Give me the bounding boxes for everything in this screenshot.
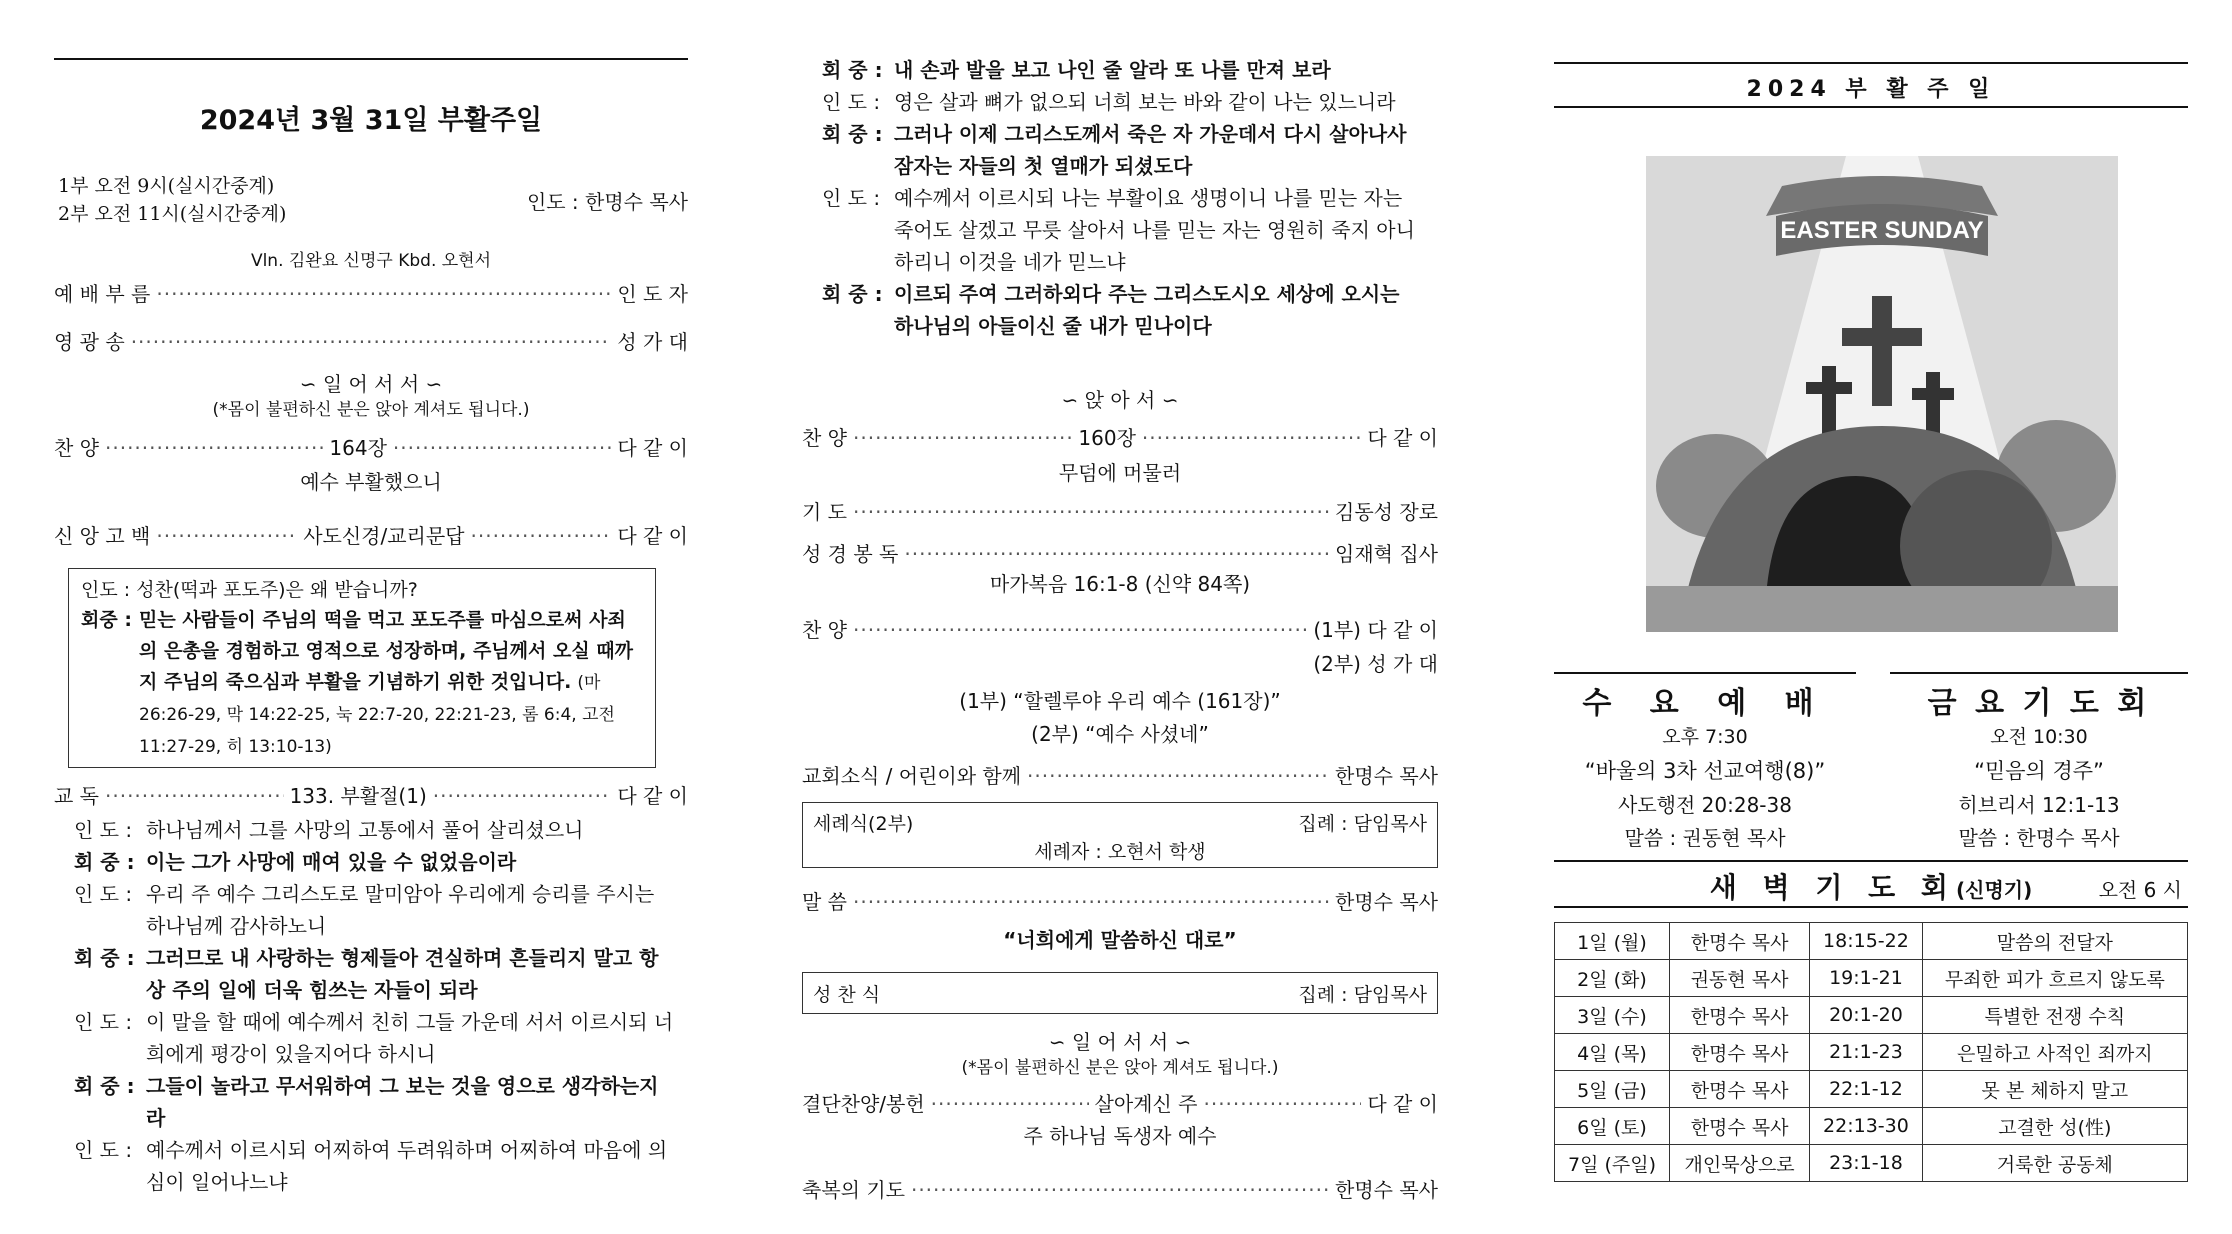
service-2: 2부 오전 11시(실시간중계)	[58, 203, 287, 225]
service-times	[58, 172, 286, 228]
wednesday-speaker: 말씀 : 권동현 목사	[1624, 826, 1786, 850]
response-line: 인 도 : 영은 살과 뼈가 없으되 너희 보는 바와 같이 나는 있느니라	[822, 90, 1396, 114]
right-title: 2024 부 활 주 일	[1746, 77, 1996, 102]
response-line: 인 도 : 이 말을 할 때에 예수께서 친히 그들 가운데 서서 이르시되 너희에게 평강이 있을지어다 하시니	[74, 1010, 674, 1066]
easter-illustration	[1646, 156, 2118, 632]
order-scripture: 성 경 봉 독 ····· 임재혁 집사	[802, 538, 1438, 567]
response-line: 회 중 : 이는 그가 사망에 매여 있을 수 없었음이라	[74, 850, 517, 874]
order-gloria: 영 광 송 ····· 성 가 대	[54, 326, 688, 355]
order-responsive-reading: 교 독 ····· 133. 부활절(1) ····· 다 같 이	[54, 780, 688, 809]
wednesday-heading: 수 요 예 배	[1554, 672, 1856, 722]
friday-heading: 금 요 기 도 회	[1890, 672, 2188, 722]
table-row: 4일 (목) 한명수 목사 21:1-23 은밀하고 사적인 죄까지	[1555, 1034, 2188, 1071]
order-call-to-worship: 예 배 부 름 ····· 인 도 자	[54, 278, 688, 307]
friday-prayer	[1890, 672, 2188, 851]
anthem-2-title: (2부) “예수 사셨네”	[1031, 722, 1209, 746]
middle-responses	[822, 54, 1422, 342]
dawn-title: 새 벽 기 도 회	[1709, 871, 1956, 904]
baptism-box	[802, 802, 1438, 868]
communion-officiant: 집례 : 담임목사	[1298, 984, 1427, 1006]
order-hymn: 찬 양 ····· 164장 ····· 다 같 이	[54, 432, 688, 461]
wednesday-reference: 사도행전 20:28-38	[1618, 793, 1792, 817]
sit-notice: ∽ 앉 아 서 ∽	[1061, 388, 1179, 412]
dawn-schedule-table	[1554, 922, 2188, 1182]
response-line: 회 중 : 내 손과 발을 보고 나인 줄 알라 또 나를 만져 보라	[822, 58, 1331, 82]
wednesday-service	[1554, 672, 1856, 851]
stand-notice-2: ∽ 일 어 서 서 ∽	[1048, 1030, 1192, 1054]
wednesday-time: 오후 7:30	[1662, 726, 1748, 748]
hymn-2-title: 무덤에 머물러	[1058, 461, 1182, 485]
wednesday-sermon-title: “바울의 3차 선교여행(8)”	[1584, 759, 1826, 783]
hymn-title: 예수 부활했으니	[300, 470, 442, 494]
page-title: 2024년 3월 31일 부활주일	[199, 105, 543, 136]
order-benediction: 축복의 기도 ····· 한명수 목사	[802, 1174, 1438, 1203]
anthem-1-title: (1부) “할렐루야 우리 예수 (161장)”	[959, 689, 1281, 713]
friday-time: 오전 10:30	[1990, 726, 2088, 748]
order-anthem: 찬 양 ····· (1부) 다 같 이	[802, 614, 1438, 643]
sermon-title: “너희에게 말씀하신 대로”	[1003, 928, 1237, 952]
order-offering: 결단찬양/봉헌 ····· 살아계신 주 ····· 다 같 이	[802, 1088, 1438, 1117]
table-row: 7일 (주일) 개인묵상으로 23:1-18 거룩한 공동체	[1555, 1145, 2188, 1182]
friday-sermon-title: “믿음의 경주”	[1974, 759, 2104, 783]
left-column	[54, 0, 688, 1234]
response-line: 인 도 : 하나님께서 그를 사망의 고통에서 풀어 살리셨으니	[74, 818, 584, 842]
baptism-person: 세례자 : 오현서 학생	[1034, 841, 1206, 863]
right-column	[1554, 0, 2188, 1234]
friday-speaker: 말씀 : 한명수 목사	[1958, 826, 2120, 850]
stand-note-2: (*몸이 불편하신 분은 앉아 계셔도 됩니다.)	[961, 1058, 1279, 1078]
baptism-officiant: 집례 : 담임목사	[1298, 813, 1427, 835]
catechism-question: 인도 : 성찬(떡과 포도주)은 왜 받습니까?	[81, 579, 418, 601]
catechism-answer: 회중 : 믿는 사람들이 주님의 떡을 먹고 포도주를 마심으로써 사죄의 은총을 경험하고 영적으로 성장하며, 주님께서 오실 때까지 주님의 죽으심과 부활을 기념하기 위한 것입니다. (마 26:26-29, 막 14:22-25, 눅 22:7-20, 22:21-23, 롬 6:4, 고전 11:27-29, 히 13:10-13)	[81, 609, 634, 757]
stand-notice: ∽ 일 어 서 서 ∽	[299, 372, 443, 396]
response-line: 회 중 : 그러므로 내 사랑하는 형제들아 견실하며 흔들리지 말고 항상 주의 일에 더욱 힘쓰는 자들이 되라	[74, 946, 659, 1002]
communion-box	[802, 972, 1438, 1014]
response-line: 인 도 : 예수께서 이르시되 어찌하여 두려워하며 어찌하여 마음에 의심이 일어나느냐	[74, 1138, 668, 1194]
ground	[1646, 586, 2118, 632]
order-creed: 신 앙 고 백 ····· 사도신경/교리문답 ····· 다 같 이	[54, 520, 688, 549]
dawn-prayer-heading	[1554, 866, 2188, 906]
middle-column	[802, 0, 1438, 1234]
musicians: Vln. 김완요 신명구 Kbd. 오현서	[250, 251, 492, 271]
cross-icon	[1872, 296, 1892, 406]
order-sermon: 말 씀 ····· 한명수 목사	[802, 886, 1438, 915]
order-news: 교회소식 / 어린이와 함께 ····· 한명수 목사	[802, 760, 1438, 789]
leader: 인도 : 한명수 목사	[526, 190, 688, 214]
table-row: 2일 (화) 권동현 목사 19:1-21 무죄한 피가 흐르지 않도록	[1555, 960, 2188, 997]
order-prayer: 기 도 ····· 김동성 장로	[802, 496, 1438, 525]
table-row: 6일 (토) 한명수 목사 22:13-30 고결한 성(性)	[1555, 1108, 2188, 1145]
response-line: 인 도 : 예수께서 이르시되 나는 부활이요 생명이니 나를 믿는 자는 죽어도 살겠고 무릇 살아서 나를 믿는 자는 영원히 죽지 아니하리니 이것을 네가 믿느냐	[822, 186, 1415, 274]
stand-note: (*몸이 불편하신 분은 앉아 계셔도 됩니다.)	[212, 400, 530, 420]
friday-reference: 히브리서 12:1-13	[1958, 793, 2120, 817]
scripture-reference: 마가복음 16:1-8 (신약 84쪽)	[989, 572, 1251, 596]
baptism-label: 세례식(2부)	[813, 813, 914, 835]
dawn-subtitle: (신명기)	[1955, 878, 2033, 902]
table-row: 1일 (월) 한명수 목사 18:15-22 말씀의 전달자	[1555, 923, 2188, 960]
response-line: 인 도 : 우리 주 예수 그리스도로 말미암아 우리에게 승리를 주시는 하나님께 감사하노니	[74, 882, 655, 938]
table-row: 3일 (수) 한명수 목사 20:1-20 특별한 전쟁 수칙	[1555, 997, 2188, 1034]
banner-text: EASTER SUNDAY	[1780, 217, 1984, 244]
table-row: 5일 (금) 한명수 목사 22:1-12 못 본 체하지 말고	[1555, 1071, 2188, 1108]
response-line: 회 중 : 그들이 놀라고 무서워하여 그 보는 것을 영으로 생각하는지라	[74, 1074, 659, 1130]
communion-label: 성 찬 식	[813, 984, 881, 1006]
service-1: 1부 오전 9시(실시간중계)	[58, 175, 275, 197]
left-responses	[74, 814, 674, 1198]
catechism-box	[68, 568, 656, 768]
offering-title: 주 하나님 독생자 예수	[1023, 1124, 1217, 1148]
top-rule	[54, 58, 688, 60]
order-hymn-2: 찬 양 ····· 160장 ····· 다 같 이	[802, 422, 1438, 451]
anthem-choir: (2부) 성 가 대	[1313, 652, 1438, 676]
dawn-time: 오전 6 시	[2098, 878, 2182, 902]
response-line: 회 중 : 이르되 주여 그러하외다 주는 그리스도시오 세상에 오시는 하나님의 아들이신 줄 내가 믿나이다	[822, 282, 1400, 338]
response-line: 회 중 : 그러나 이제 그리스도께서 죽은 자 가운데서 다시 살아나사 잠자는 자들의 첫 열매가 되셨도다	[822, 122, 1407, 178]
